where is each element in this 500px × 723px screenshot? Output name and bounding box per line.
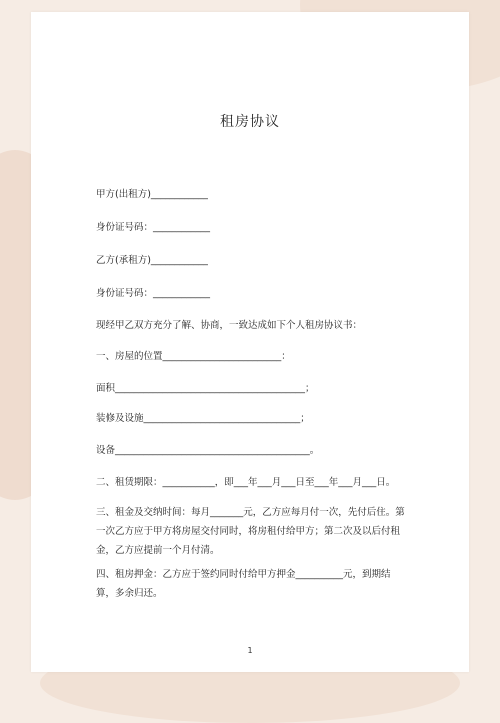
document-page [31, 12, 469, 672]
party-a-line: 甲方(出租方)____________ [96, 189, 208, 200]
clause-decoration: 装修及设施_________________________________； [96, 413, 310, 424]
clause-location: 一、房屋的位置_________________________： [96, 351, 291, 362]
party-b-id-line: 身份证号码：____________ [96, 288, 211, 299]
party-a-id-line: 身份证号码：____________ [96, 222, 211, 233]
clause-area: 面积________________________________________； [96, 383, 315, 394]
clause-deposit: 四、租房押金：乙方应于签约同时付给甲方押金__________元，到期结算，多余归还。 [96, 569, 391, 599]
party-b-line: 乙方(承租方)____________ [96, 255, 208, 266]
clause-rent: 三、租金及交纳时间：每月_______元，乙方应每月付一次，先付后住。第一次乙方应于甲方将房屋交付同时，将房租付给甲方；第二次及以后付租金，乙方应提前一个月付清。 [96, 507, 405, 556]
page-number: 1 [247, 646, 253, 655]
clause-term: 二、租赁期限：___________，即___年___月___日至___年___月___日。 [96, 477, 396, 488]
document-title: 租房协议 [220, 114, 280, 130]
intro-line: 现经甲乙双方充分了解、协商，一致达成如下个人租房协议书： [96, 320, 363, 331]
clause-equipment: 设备_________________________________________。 [96, 445, 320, 456]
